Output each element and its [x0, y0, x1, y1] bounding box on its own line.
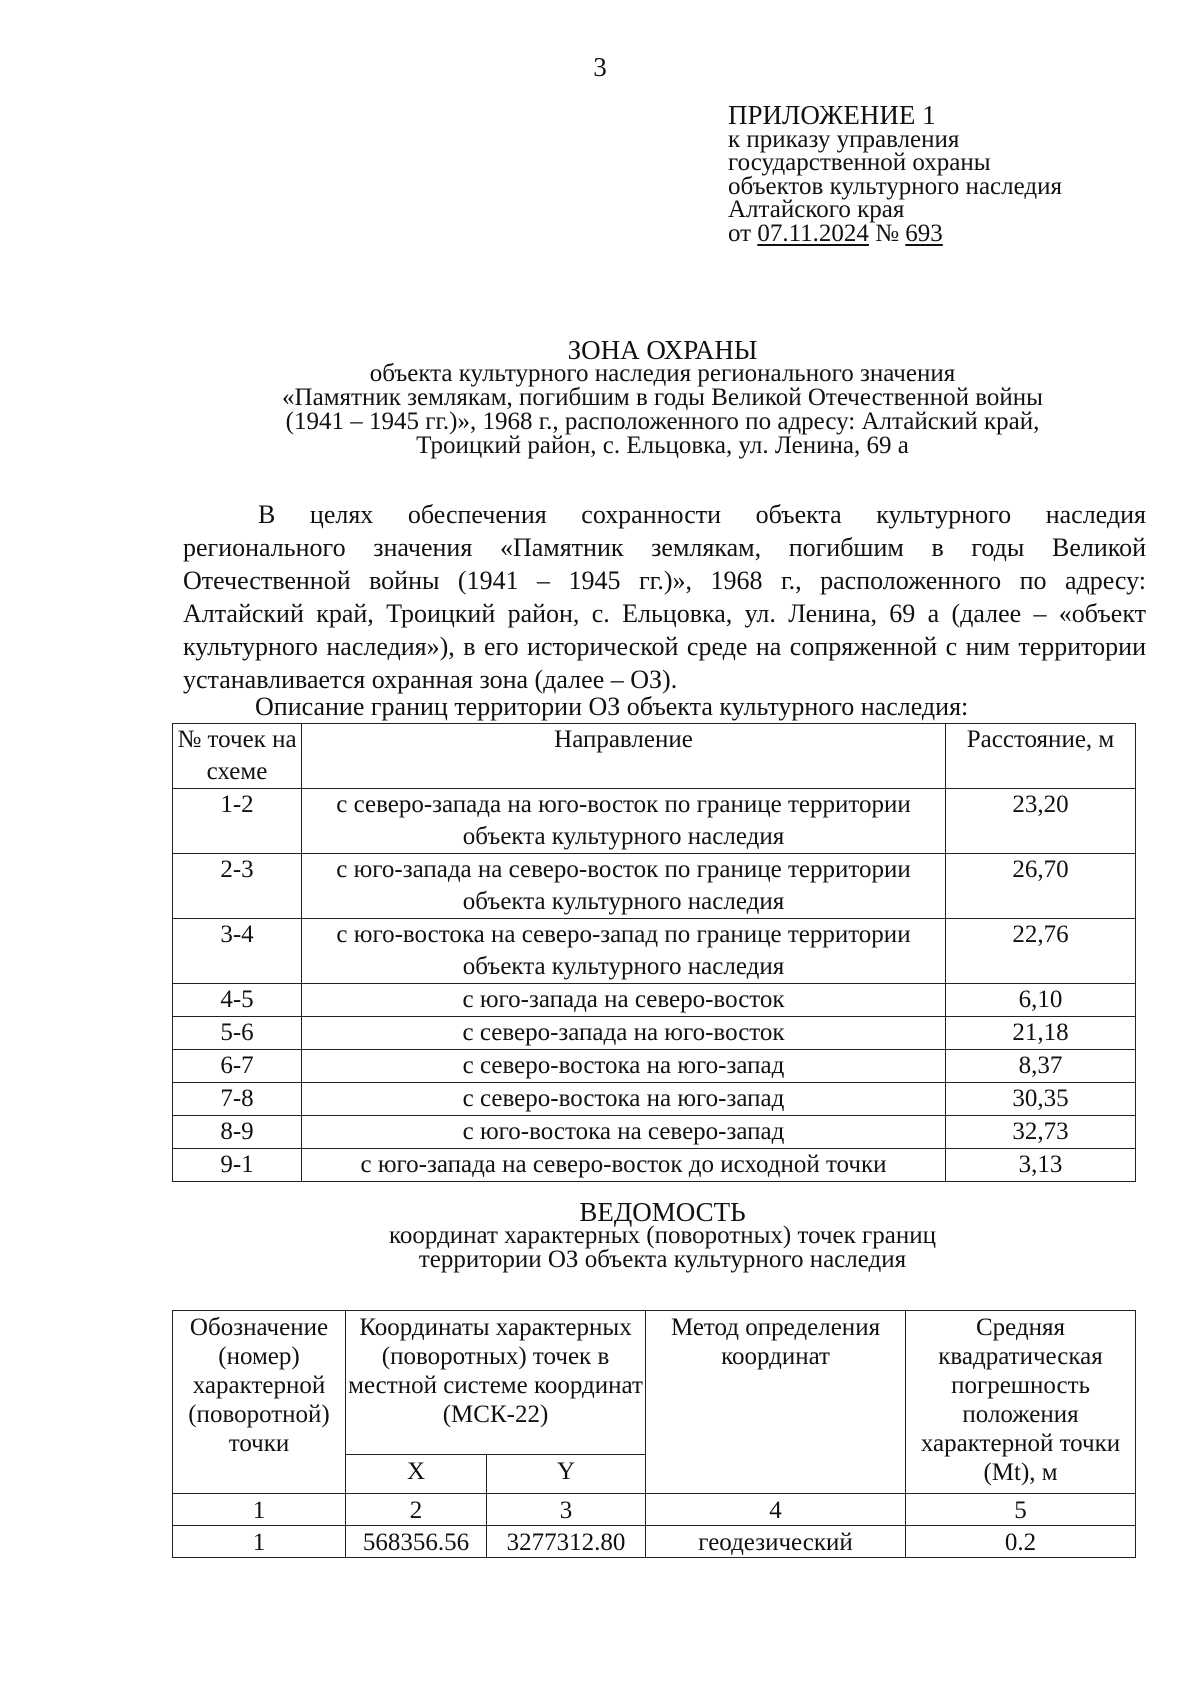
table-row — [173, 1050, 1136, 1083]
header-coordinates: Координаты характерных (поворотных) точек в местной системе координат (МСК-22) — [346, 1311, 646, 1455]
table-row — [173, 1149, 1136, 1182]
header-error: Средняя квадратическая погрешность положения характерной точки (Mt), м — [906, 1311, 1136, 1494]
order-date: 07.11.2024 — [757, 219, 869, 247]
points-cell: 2-3 — [173, 854, 302, 919]
table-row — [173, 789, 1136, 854]
appendix-block — [728, 100, 1062, 247]
points-cell: 3-4 — [173, 919, 302, 984]
intro-text: В целях обеспечения сохранности объекта культурного наследия регионального значения «Памятник землякам, погибшим в годы Великой Отечественной войны (1941 – 1945 гг.)», 1968 г., расположенного по адресу: Алтайский край, Троицкий район, с. Ельцовка, ул. Ленина, 69 а (далее – «объект культурного наследия»), в его исторической среде на сопряженной с ним территории устанавливается охранная зона (далее – ОЗ). — [183, 500, 1146, 694]
col-number: 4 — [646, 1494, 906, 1526]
points-cell: 7-8 — [173, 1083, 302, 1116]
order-number: 693 — [905, 219, 943, 247]
direction-cell: с юго-востока на северо-запад по границе территории объекта культурного наследия — [302, 919, 946, 984]
table-row — [173, 854, 1136, 919]
coordinates-table — [172, 1310, 1136, 1558]
direction-cell: с юго-запада на северо-восток по границе территории объекта культурного наследия — [302, 854, 946, 919]
direction-cell: с северо-запада на юго-восток по границе территории объекта культурного наследия — [302, 789, 946, 854]
points-cell: 8-9 — [173, 1116, 302, 1149]
direction-cell: с северо-запада на юго-восток — [302, 1017, 946, 1050]
point-cell: 1 — [173, 1526, 346, 1558]
table-row — [173, 1017, 1136, 1050]
appendix-line: к приказу управления — [728, 125, 960, 153]
header-direction: Направление — [302, 724, 946, 789]
header-method: Метод определения координат — [646, 1311, 906, 1494]
col-number: 3 — [487, 1494, 646, 1526]
heading-line: «Памятник землякам, погибшим в годы Великой Отечественной войны — [282, 384, 1043, 411]
table-row — [173, 1083, 1136, 1116]
distance-cell: 21,18 — [946, 1017, 1136, 1050]
table-header-row — [173, 724, 1136, 789]
distance-cell: 32,73 — [946, 1116, 1136, 1149]
column-number-row — [173, 1494, 1136, 1526]
zone-title: ЗОНА ОХРАНЫ — [567, 335, 758, 365]
points-cell: 6-7 — [173, 1050, 302, 1083]
direction-cell: с северо-востока на юго-запад — [302, 1050, 946, 1083]
header-points: № точек на схеме — [173, 724, 302, 789]
table1-caption: Описание границ территории ОЗ объекта культурного наследия: — [255, 692, 969, 721]
points-cell: 9-1 — [173, 1149, 302, 1182]
table-row — [173, 1116, 1136, 1149]
zone-heading — [170, 335, 1155, 459]
distance-cell: 22,76 — [946, 919, 1136, 984]
statement-line: территории ОЗ объекта культурного наследия — [418, 1246, 907, 1273]
table-row — [173, 984, 1136, 1017]
method-cell: геодезический — [646, 1526, 906, 1558]
points-cell: 4-5 — [173, 984, 302, 1017]
distance-cell: 23,20 — [946, 789, 1136, 854]
points-cell: 1-2 — [173, 789, 302, 854]
heading-line: объекта культурного наследия регионального значения — [369, 360, 956, 387]
table-row — [173, 919, 1136, 984]
heading-line: Троицкий район, с. Ельцовка, ул. Ленина, 69 а — [416, 432, 909, 459]
col-number: 2 — [346, 1494, 487, 1526]
distance-cell: 26,70 — [946, 854, 1136, 919]
appendix-title: ПРИЛОЖЕНИЕ 1 — [728, 100, 936, 130]
y-cell: 3277312.80 — [487, 1526, 646, 1558]
statement-heading — [170, 1197, 1155, 1273]
direction-cell: с юго-востока на северо-запад — [302, 1116, 946, 1149]
col-number: 5 — [906, 1494, 1136, 1526]
distance-cell: 8,37 — [946, 1050, 1136, 1083]
heading-line: (1941 – 1945 гг.)», 1968 г., расположенного по адресу: Алтайский край, — [285, 408, 1040, 435]
appendix-line: объектов культурного наследия — [728, 172, 1062, 200]
date-prefix: от — [728, 219, 758, 247]
error-cell: 0.2 — [906, 1526, 1136, 1558]
points-cell: 5-6 — [173, 1017, 302, 1050]
direction-cell: с юго-запада на северо-восток до исходной точки — [302, 1149, 946, 1182]
appendix-line: Алтайского края — [728, 196, 905, 223]
col-number: 1 — [173, 1494, 346, 1526]
distance-cell: 6,10 — [946, 984, 1136, 1017]
table-row — [173, 1526, 1136, 1558]
appendix-date-line — [728, 219, 1062, 247]
header-distance: Расстояние, м — [946, 724, 1136, 789]
header-y: Y — [487, 1455, 646, 1494]
statement-line: координат характерных (поворотных) точек границ — [389, 1222, 936, 1249]
direction-cell: с юго-запада на северо-восток — [302, 984, 946, 1017]
page-number: 3 — [593, 52, 607, 82]
number-prefix: № — [868, 219, 906, 247]
header-designation: Обозначение (номер) характерной (поворотной) точки — [173, 1311, 346, 1494]
appendix-line: государственной охраны — [728, 149, 991, 176]
boundary-table — [172, 723, 1136, 1182]
distance-cell: 3,13 — [946, 1149, 1136, 1182]
statement-title: ВЕДОМОСТЬ — [579, 1197, 746, 1227]
direction-cell: с северо-востока на юго-запад — [302, 1083, 946, 1116]
intro-paragraph — [183, 498, 1146, 696]
header-x: X — [346, 1455, 487, 1494]
table-header-row — [173, 1311, 1136, 1455]
distance-cell: 30,35 — [946, 1083, 1136, 1116]
x-cell: 568356.56 — [346, 1526, 487, 1558]
